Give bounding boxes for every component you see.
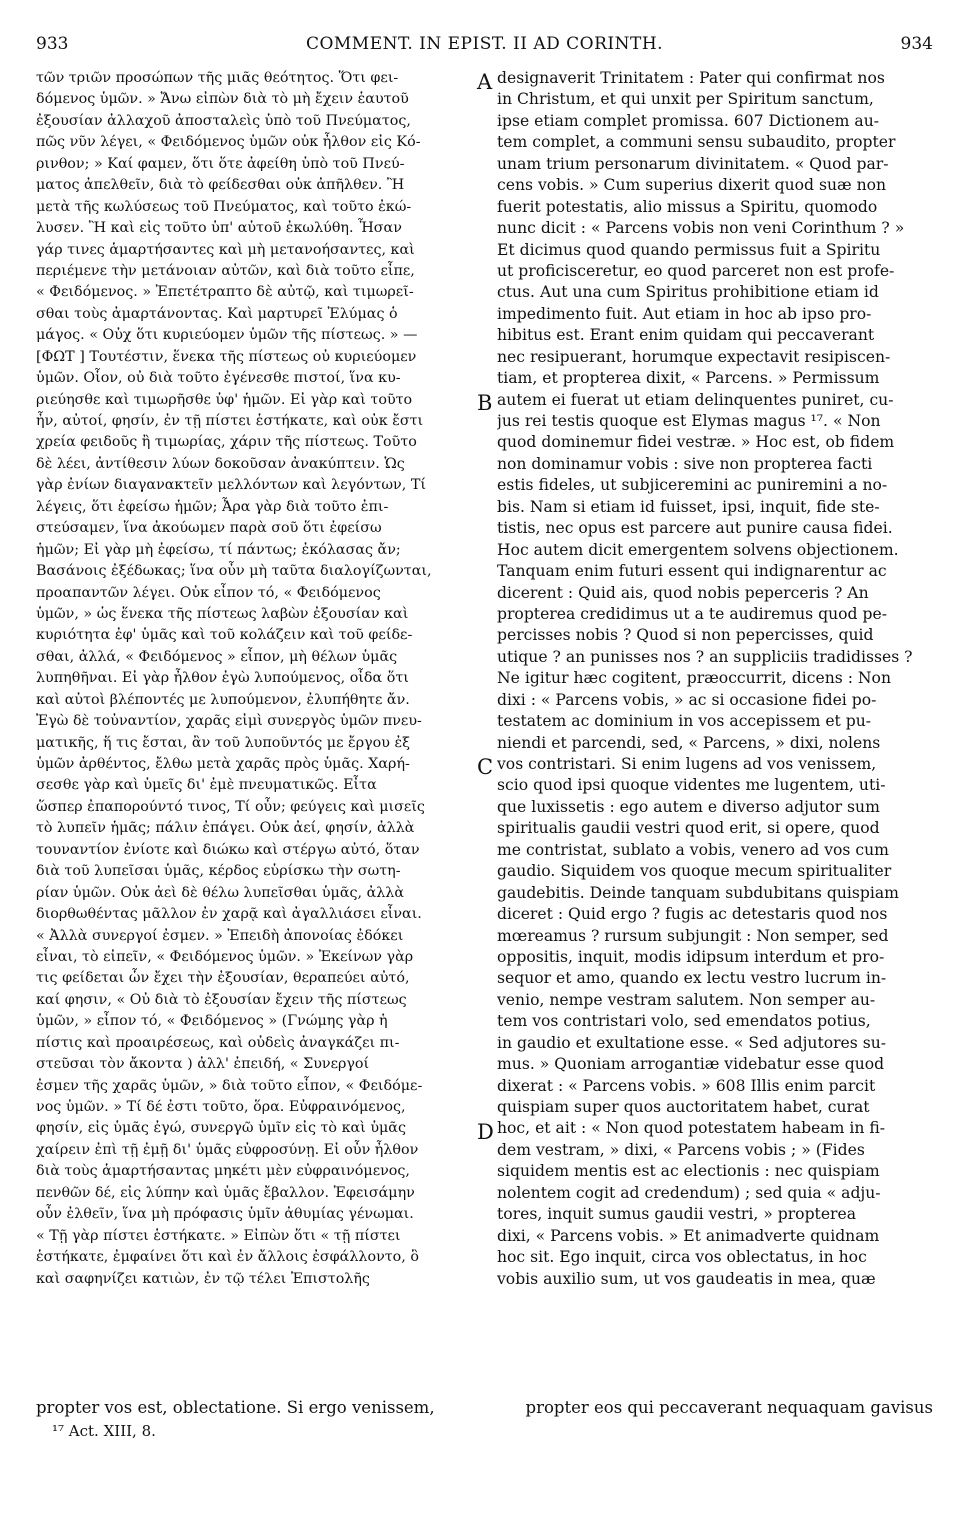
greek-text-line: οὖν ἐλθεῖν, ἵνα μὴ πρόφασις ὑμῖν ἀθυμίας γένωμαι. <box>36 1206 414 1223</box>
latin-text-line: impedimento fuit. Aut etiam in hoc ab ipso pro- <box>497 304 872 323</box>
greek-text-line: φησίν, εἰς ὑμᾶς ἐγώ, συνεργῶ ὑμῖν εἰς τὸ καὶ ὑμᾶς <box>36 1120 406 1137</box>
greek-text-line: « Ἀλλὰ συνεργοί ἐσμεν. » Ἐπειδὴ ἀπονοίας ἐδόκει <box>36 927 404 944</box>
greek-text-line: στεῦσαι τὸν ἄκοντα ) ἀλλ' ἐπειδή, « Συνεργοί <box>36 1056 370 1073</box>
margin-marker-d: D <box>477 1120 494 1144</box>
latin-text-line: Ne igitur hæc cogitent, præoccurrit, dicens : Non <box>497 669 891 688</box>
greek-text-line: ὥσπερ ἐπαπορούντό τινος, Τί οὖν; φεύγεις καὶ μισεῖς <box>36 798 425 815</box>
bottom-line-greek-side: propter vos est, oblectatione. Si ergo venissem, <box>36 1398 435 1417</box>
latin-text-line: ut proficisceretur, eo quod parceret non est profe- <box>497 261 895 280</box>
greek-text-line: διορθωθέντας μᾶλλον ἐν χαρᾷ καὶ ἀγαλλιάσει εἶναι. <box>36 906 422 923</box>
latin-text-line: dixerat : « Parcens vobis. » 608 Illis enim parcit <box>497 1076 876 1095</box>
greek-text-line: καί φησιν, « Οὐ διὰ τὸ ἐξουσίαν ἔχειν τῆς πίστεως <box>36 991 407 1008</box>
greek-text-line: λυσεν. Ἢ καὶ εἰς τοῦτο ὑπ' αὐτοῦ ἐκωλύθη. Ἦσαν <box>36 220 402 237</box>
greek-text-line: χρεία φειδοῦς ἢ τιμωρίας, χάριν τῆς πίστεως. Τοῦτο <box>36 434 417 451</box>
latin-text-line: vos contristari. Si enim lugens ad vos venissem, <box>497 755 877 773</box>
running-title: COMMENT. IN EPIST. II AD CORINTH. <box>305 34 664 54</box>
latin-text-line: in Christum, et qui unxit per Spiritum sanctum, <box>497 90 874 109</box>
greek-text-line: ἑστήκατε, ἐμφαίνει ὅτι καὶ ἐν ἄλλοις ἐσφάλλοντο, ὃ <box>36 1249 419 1266</box>
greek-text-line: μάγος. « Οὐχ ὅτι κυριεύομεν ὑμῶν τῆς πίστεως. » — <box>36 327 418 344</box>
greek-text-line: διὰ τοῦ λυπεῖσαι ὑμᾶς, κέρδος εὑρίσκω τὴν σωτη- <box>36 863 401 880</box>
latin-text-line: sequor et amo, quando ex lectu vestro lucrum in- <box>497 969 887 988</box>
greek-text-line: ὑμῶν ἀρθέντος, ἔλθω μετὰ χαρᾶς πρὸς ὑμᾶς. Χαρή- <box>36 756 410 772</box>
greek-text-line: μετὰ τῆς κωλύσεως τοῦ Πνεύματος, καὶ τοῦτο ἐκώ- <box>36 198 412 215</box>
latin-text-line: ipse etiam complet promissa. 607 Dictionem au- <box>497 111 880 130</box>
latin-text-line: gaudio. Siquidem vos quoque mecum spiritualiter <box>497 862 892 881</box>
bottom-line-latin-side: propter eos qui peccaverant nequaquam gavisus <box>525 1398 933 1417</box>
latin-text-line: tem complet, a communi sensu subaudito, propter <box>497 133 896 152</box>
latin-text-line: diceret : Quid ergo ? fugis ac detestaris quod nos <box>497 905 888 924</box>
greek-text-line: ριεύησθε καὶ τιμωρῆσθε ὑφ' ἡμῶν. Εἰ γὰρ καὶ τοῦτο <box>36 391 413 408</box>
latin-text-line: venio, nempe vestram salutem. Non semper au- <box>497 990 876 1009</box>
greek-text-line: ρινθον; » Καί φαμεν, ὅτι ὅτε ἀφείθη ὑπὸ τοῦ Πνεύ- <box>36 155 405 172</box>
greek-text-line: σθαι τοὺς ἁμαρτάνοντας. Καὶ μαρτυρεῖ Ἐλύμας ὁ <box>36 305 398 322</box>
footnote: ¹⁷ Act. XIII, 8. <box>52 1422 156 1440</box>
latin-text-line: jus rei testis quoque est Elymas magus ¹⁷. « Non <box>497 412 881 430</box>
latin-text-line: non dominamur vobis : sive non propterea facti <box>497 454 873 473</box>
greek-text-line: καὶ αὐτοὶ βλέποντές με λυπούμενον, ἐλυπήθητε ἄν. <box>36 691 410 708</box>
greek-text-line: πενθῶν δέ, εἰς λύπην καὶ ὑμᾶς ἔβαλλον. Ἐφεισάμην <box>36 1184 415 1201</box>
greek-text-line: ὑμῶν, » εἶπον τό, « Φειδόμενος » (Γνώμης γὰρ ἡ <box>36 1013 388 1030</box>
greek-text-line: ἐξουσίαν ἀλλαχοῦ ἀποσταλεὶς ὑπὸ τοῦ Πνεύματος, <box>36 112 411 129</box>
greek-text-line: δόμενος ὑμῶν. » Ἄνω εἰπὼν διὰ τὸ μὴ ἔχειν ἑαυτοῦ <box>36 91 409 108</box>
greek-text-line: διὰ τοὺς ἁμαρτήσαντας μηκέτι μὲν εὐφραινόμενος, <box>36 1163 410 1180</box>
latin-text-line: hibitus est. Erant enim quidam qui peccaverant <box>497 326 875 345</box>
latin-text-line: vobis auxilio sum, ut vos gaudeatis in mea, quæ <box>497 1269 876 1288</box>
greek-text-line: κυριότητα ἐφ' ὑμᾶς καὶ τοῦ κολάζειν καὶ τοῦ φείδε- <box>36 627 413 644</box>
greek-text-line: τουναντίον ἐνίοτε καὶ διώκω καὶ στέργω αὐτό, ὅταν <box>36 841 420 858</box>
left-page-number: 933 <box>36 34 69 54</box>
greek-text-line: « Φειδόμενος. » Ἐπετέτραπτο δὲ αὐτῷ, καὶ τιμωρεῖ- <box>36 284 414 301</box>
latin-text-line: tem vos contristari volo, sed emendatos potius, <box>497 1012 871 1031</box>
greek-text-line: λέγεις, ὅτι ἐφείσω ἡμῶν; Ἆρα γὰρ διὰ τοῦτο ἐπι- <box>36 498 389 515</box>
greek-text-column <box>36 68 494 1290</box>
latin-text-line: Et dicimus quod quando permissus fuit a Spiritu <box>497 240 881 259</box>
page-header <box>36 34 933 58</box>
greek-text-line: ὑμῶν, » ὡς ἕνεκα τῆς πίστεως λαβὼν ἐξουσίαν καὶ <box>36 605 409 622</box>
margin-marker-b: B <box>477 391 493 415</box>
greek-text-line: γὰρ ἐνίων διαγανακτεῖν μελλόντων καὶ λεγόντων, Τί <box>36 477 426 494</box>
greek-text-line: χαίρειν ἐπὶ τῇ ἐμῇ δι' ὑμᾶς εὐφροσύνῃ. Εἰ οὖν ἦλθον <box>36 1141 419 1158</box>
greek-text-line: ἦν, αὐτοί, φησίν, ἐν τῇ πίστει ἑστήκατε, καὶ οὐκ ἔστι <box>36 413 424 429</box>
latin-text-line: unam trium personarum divinitatem. « Quod par- <box>497 154 889 173</box>
latin-text-line: quod dominemur fidei vestræ. » Hoc est, ob fidem <box>497 433 895 452</box>
greek-text-line: ματικῆς, ἥ τις ἔσται, ἂν τοῦ λυποῦντός με ἔργου ἐξ <box>36 734 411 751</box>
latin-text-line: siquidem mentis est ac electionis : nec quispiam <box>497 1162 880 1181</box>
latin-text-line: autem ei fuerat ut etiam delinquentes puniret, cu- <box>497 390 894 409</box>
greek-text-line: δὲ λέει, ἀντίθεσιν λύων δοκοῦσαν ἀνακύπτειν. Ὡς <box>36 455 405 472</box>
greek-text-line: καὶ σαφηνίζει κατιὼν, ἐν τῷ τέλει Ἐπιστολῆς <box>36 1270 370 1287</box>
greek-text-line: στεύσαμεν, ἵνα ἀκούωμεν παρὰ σοῦ ὅτι ἐφείσω <box>36 520 382 537</box>
latin-text-line: niendi et parcendi, sed, « Parcens, » dixi, nolens <box>497 733 881 752</box>
latin-text-line: dem vestram, » dixi, « Parcens vobis ; » (Fides <box>497 1140 865 1159</box>
latin-text-line: tistis, nec opus est parcere aut punire causa fidei. <box>497 519 893 538</box>
greek-text-line: σθαι, ἀλλά, « Φειδόμενος » εἶπον, μὴ θέλων ὑμᾶς <box>36 648 398 665</box>
greek-text-line: νος ὑμῶν. » Τί δέ ἐστι τοῦτο, ὅρα. Εὐφραινόμενος, <box>36 1099 406 1115</box>
latin-text-line: tiam, et propterea dixit, « Parcens. » Permissum <box>497 369 880 388</box>
greek-text-line: Βασάνοις ἐξέδωκας; ἵνα οὖν μὴ ταῦτα διαλογίζωνται, <box>36 563 432 580</box>
latin-text-line: propterea credidimus ut a te audiremus quod pe- <box>497 604 887 623</box>
greek-text-line: « Τῇ γὰρ πίστει ἑστήκατε. » Εἰπὼν ὅτι « τῇ πίστει <box>36 1227 401 1244</box>
latin-text-line: oppositis, inquit, modis idipsum interdum et pro- <box>497 947 885 966</box>
latin-text-line: hoc, et ait : « Non quod potestatem habeam in fi- <box>497 1119 886 1138</box>
greek-text-line: ὑμῶν. Οἷον, οὐ διὰ τοῦτο ἐγένεσθε πιστοί, ἵνα κυ- <box>36 370 401 387</box>
latin-text-line: dixi : « Parcens vobis, » ac si occasione fidei po- <box>497 690 877 709</box>
latin-text-line: bis. Nam si etiam id fuisset, ipsi, inquit, fide ste- <box>497 497 880 516</box>
latin-text-line: nolentem cogit ad credendum) ; sed quia « adju- <box>497 1183 881 1202</box>
latin-text-line: designaverit Trinitatem : Pater qui confirmat nos <box>497 69 885 87</box>
greek-text-line: ἐσμεν τῆς χαρᾶς ὑμῶν, » διὰ τοῦτο εἶπον, « Φειδόμε- <box>36 1077 423 1094</box>
latin-text-line: dicerent : Quid ais, quod nobis peperceris ? An <box>497 583 869 602</box>
latin-text-line: percisses nobis ? Quod si non pepercisses, quid <box>497 626 874 645</box>
greek-text-line: λυπηθῆναι. Εἰ γὰρ ἦλθον ἐγὼ λυπούμενος, οἶδα ὅτι <box>36 670 409 687</box>
latin-text-line: nec resipuerant, horumque expectavit resipiscen- <box>497 347 891 366</box>
latin-text-line: mus. » Quoniam arrogantiæ videbatur esse quod <box>497 1055 885 1074</box>
latin-text-line: dixi, « Parcens vobis. » Et animadverte quidnam <box>497 1226 880 1245</box>
greek-text-line: τὸ λυπεῖν ἡμᾶς; πάλιν ἐπάγει. Οὐκ ἀεί, φησίν, ἀλλὰ <box>36 820 415 837</box>
latin-text-line: estis fideles, ut subjiceremini ac puniremini a no- <box>497 476 888 495</box>
greek-text-line: γάρ τινες ἁμαρτήσαντες καὶ μὴ μετανοήσαντες, καὶ <box>36 241 415 258</box>
latin-text-line: hoc sit. Ego inquit, circa vos oblectatus, in hoc <box>497 1248 867 1267</box>
latin-text-line: me contristat, sublato a vobis, venero ad vos cum <box>497 840 889 859</box>
greek-text-line: τῶν τριῶν προσώπων τῆς μιᾶς θεότητος. Ὅτι φει- <box>36 70 399 86</box>
greek-text-line: σεσθε γὰρ καὶ ὑμεῖς δι' ἐμὲ πνευματικῶς. Εἶτα <box>36 777 377 794</box>
latin-text-line: nunc dicit : « Parcens vobis non veni Corinthum ? » <box>497 219 905 238</box>
greek-text-line: ματος ἀπελθεῖν, διὰ τὸ φείδεσθαι οὐκ ἀπῆλθεν. Ἢ <box>36 177 405 194</box>
greek-text-line: ἡμῶν; Εἰ γὰρ μὴ ἐφείσω, τί πάντως; ἐκόλασας ἄν; <box>36 541 401 558</box>
latin-text-line: cens vobis. » Cum superius dixerit quod suæ non <box>497 176 887 195</box>
latin-text-line: utique ? an punisses nos ? an suppliciis tradidisses ? <box>497 647 913 666</box>
latin-text-line: Tanquam enim futuri essent qui indignarentur ac <box>497 562 887 581</box>
latin-text-line: Hoc autem dicit emergentem solvens objectionem. <box>497 540 899 559</box>
latin-text-line: scio quod ipsi quoque videntes me lugentem, uti- <box>497 776 886 795</box>
greek-text-line: [ΦΩΤ ] Τουτέστιν, ἕνεκα τῆς πίστεως οὐ κυριεύομεν <box>36 348 417 365</box>
right-page-number: 934 <box>900 34 933 54</box>
margin-marker-c: C <box>477 755 494 779</box>
greek-text-line: Ἐγὼ δὲ τοὐναντίον, χαρᾶς εἰμὶ συνεργὸς ὑμῶν πνευ- <box>36 713 422 730</box>
greek-text-line: προαπαντῶν λέγει. Οὐκ εἶπον τό, « Φειδόμενος <box>36 584 381 601</box>
latin-text-line: fuerit potestatis, alio missus a Spiritu, quomodo <box>497 197 878 216</box>
latin-text-line: in gaudio et exultatione esse. « Sed adjutores su- <box>497 1033 887 1052</box>
greek-text-line: τις φείδεται ὧν ἔχει τὴν ἐξουσίαν, θεραπεύει αὐτό, <box>36 970 410 987</box>
margin-marker-a: A <box>477 70 493 94</box>
greek-text-line: περιέμενε τὴν μετάνοιαν αὐτῶν, καὶ διὰ τοῦτο εἶπε, <box>36 262 415 279</box>
latin-text-line: gaudebitis. Deinde tanquam subdubitans quispiam <box>497 883 899 902</box>
greek-text-line: εἶναι, τὸ εἰπεῖν, « Φειδόμενος ὑμῶν. » Ἐκείνων γὰρ <box>36 948 414 965</box>
greek-text-line: πίστις καὶ προαιρέσεως, καὶ οὐδεὶς ἀναγκάζει πι- <box>36 1034 400 1051</box>
latin-text-line: mœreamus ? rursum subjungit : Non semper, sed <box>497 926 889 945</box>
greek-text-line: πῶς νῦν λέγει, « Φειδόμενος ὑμῶν οὐκ ἦλθον εἰς Κό- <box>36 134 421 151</box>
latin-text-line: tores, inquit sumus gaudii vestri, » propterea <box>497 1205 857 1224</box>
greek-text-line: ρίαν ὑμῶν. Οὐκ ἀεὶ δὲ θέλω λυπεῖσθαι ὑμᾶς, ἀλλὰ <box>36 884 405 901</box>
latin-text-column <box>497 68 927 1290</box>
latin-text-line: quispiam super quos auctoritatem habet, curat <box>497 1098 870 1116</box>
latin-text-line: testatem ac dominium in vos accepissem et pu- <box>497 712 872 731</box>
latin-text-line: ctus. Aut una cum Spiritus prohibitione etiam id <box>497 283 879 302</box>
latin-text-line: spiritualis gaudii vestri quod erit, si opere, quod <box>497 819 880 838</box>
latin-text-line: que luxissetis : ego autem e diverso adjutor sum <box>497 797 880 816</box>
